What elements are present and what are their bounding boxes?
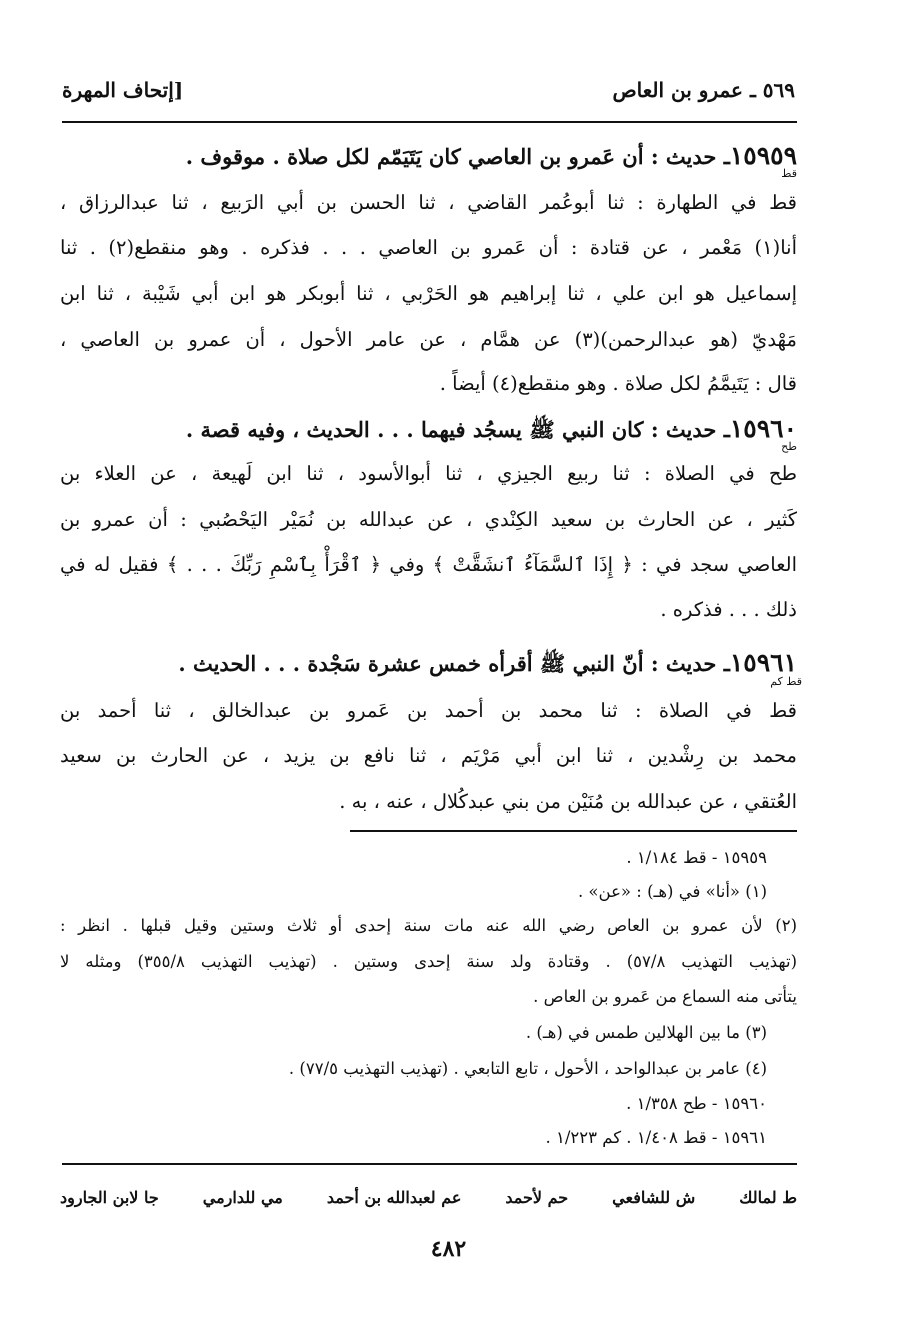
entry-text-line: العاصي سجد في : ﴿ إِذَا ٱلسَّمَآءُ ٱنشَقَّتْ ﴾ وفي ﴿ ٱقْرَأْ بِٱسْمِ رَبِّكَ . . . ﴾ فقيل له في	[60, 553, 797, 576]
running-head	[62, 72, 795, 108]
abbreviations-key	[60, 1180, 797, 1214]
abbreviation-item: حم لأحمد	[505, 1187, 569, 1207]
running-head-book-title: [إتحاف المهرة	[62, 78, 184, 102]
entry-text-line: قط في الطهارة : ثنا أبوعُمر القاضي ، ثنا الحسن بن أبي الرَبيع ، ثنا عبدالرزاق ،	[60, 191, 797, 214]
footnote-line: ١٥٩٦٠ - طح ١/٣٥٨ .	[626, 1094, 767, 1113]
abbreviation-item: ش للشافعي	[612, 1187, 696, 1207]
entry-text-line: أنا(١) مَعْمر ، عن قتادة : أن عَمرو بن العاصي . . . فذكره . وهو منقطع(٢) . ثنا	[60, 236, 797, 259]
entry-title-15961	[60, 648, 797, 682]
entry-number: ١٥٩٦٠	[729, 414, 797, 443]
footnote-line: (٣) ما بين الهلالين طمس في (هـ) .	[525, 1023, 767, 1042]
abbreviation-item: ط لمالك	[739, 1187, 797, 1207]
entry-text-line: مَهْديّ (هو عبدالرحمن)(٣) عن همَّام ، عن عامر الأحول ، أن عمرو بن العاصي ،	[60, 328, 797, 351]
entry-number: ١٥٩٦١	[729, 648, 797, 677]
entry-text-line: إسماعيل هو ابن علي ، ثنا إبراهيم هو الحَرْبي ، ثنا أبوبكر هو ابن أبي شَيْبة ، ثنا ابن	[60, 282, 797, 305]
footnote-rule	[350, 830, 797, 832]
running-head-entry: ٥٦٩ ـ عمرو بن العاص	[612, 78, 795, 102]
entry-siglum: طح	[781, 440, 797, 453]
entry-title-15959	[60, 141, 797, 170]
footnote-line: ١٥٩٦١ - قط ١/٤٠٨ . كم ١/٢٢٣ .	[545, 1128, 767, 1147]
footnote-line: يتأتى منه السماع من عَمرو بن العاص .	[533, 987, 797, 1006]
entry-text-line: العُتقي ، عن عبدالله بن مُنَيْن من بني عبدكُلال ، عنه ، به .	[339, 790, 797, 813]
footnote-line: ١٥٩٥٩ - قط ١/١٨٤ .	[626, 848, 767, 867]
entry-text-line: محمد بن رِشْدين ، ثنا ابن أبي مَرْيَم ، ثنا نافع بن يزيد ، عن الحارث بن سعيد	[60, 744, 797, 767]
abbreviations-rule	[62, 1163, 797, 1165]
entry-heading: ـ حديث : أن عَمرو بن العاصي كان يَتَيَمّم لكل صلاة . موقوف .	[185, 144, 730, 169]
abbreviation-item: عم لعبدالله بن أحمد	[326, 1187, 462, 1207]
entry-text-line: قط في الصلاة : ثنا محمد بن أحمد بن عَمرو بن عبدالخالق ، ثنا أحمد بن	[60, 699, 797, 722]
page-number: ٤٨٢	[430, 1236, 467, 1262]
abbreviation-item: جا لابن الجارود	[60, 1187, 159, 1207]
entry-siglum: قط	[781, 167, 797, 180]
footnote-line: (١) «أنا» في (هـ) : «عن» .	[577, 882, 767, 901]
footnote-line: (٤) عامر بن عبدالواحد ، الأحول ، تابع التابعي . (تهذيب التهذيب ٧٧/٥) .	[288, 1059, 767, 1078]
entry-heading: ـ حديث : كان النبي ﷺ يسجُد فيهما . . . الحديث ، وفيه قصة .	[185, 417, 730, 442]
header-rule	[62, 121, 797, 123]
entry-text-line: ذلك . . . فذكره .	[660, 598, 797, 621]
entry-siglum: قط كم	[770, 675, 802, 688]
entry-text-line: طح في الصلاة : ثنا ربيع الجيزي ، ثنا أبوالأسود ، ثنا ابن لَهيعة ، عن العلاء بن	[60, 462, 797, 485]
footnote-line: (تهذيب التهذيب ٥٧/٨) . وقتادة ولد سنة إحدى وستين . (تهذيب التهذيب ٣٥٥/٨) ومثله لا	[60, 952, 798, 971]
abbreviation-item: مي للدارمي	[202, 1187, 283, 1207]
entry-number: ١٥٩٥٩	[729, 141, 797, 170]
entry-text-line: قال : يَتَيمَّمُ لكل صلاة . وهو منقطع(٤) أيضاً .	[439, 372, 797, 395]
footnote-line: (٢) لأن عمرو بن العاص رضي الله عنه مات سنة إحدى أو ثلاث وستين وقيل قبلها . انظر :	[60, 916, 797, 935]
entry-title-15960	[60, 414, 797, 448]
entry-heading: ـ حديث : أنّ النبي ﷺ أقرأه خمس عشرة سَجْدة . . . الحديث .	[178, 651, 730, 676]
entry-text-line: كَثير ، عن الحارث بن سعيد الكِنْدي ، عن عبدالله بن نُمَيْر اليَحْصُبي : أن عمرو بن	[60, 508, 797, 531]
